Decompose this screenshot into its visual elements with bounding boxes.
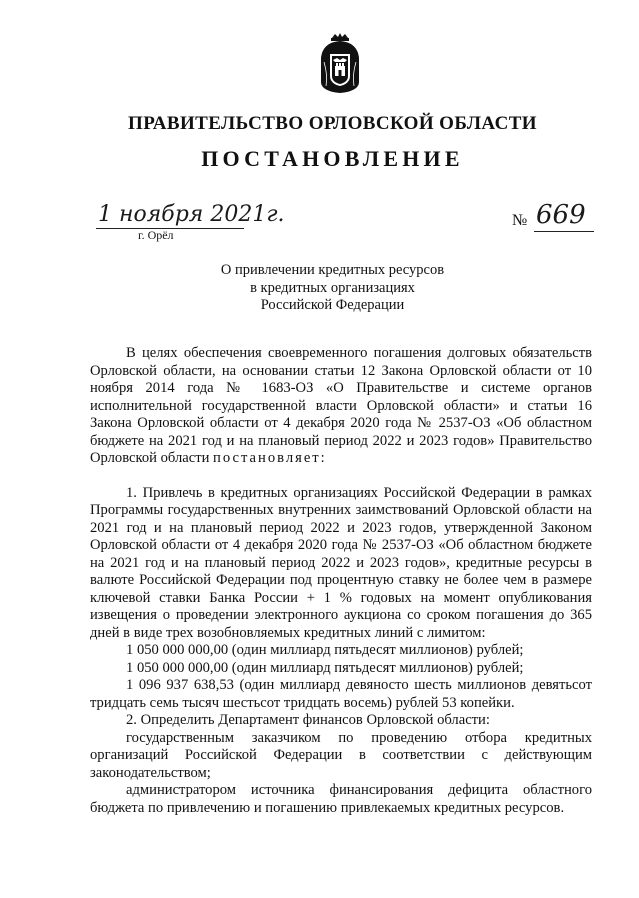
city-label: г. Орёл — [138, 228, 174, 242]
preamble-paragraph — [90, 345, 592, 468]
handwritten-number: 669 — [536, 200, 586, 230]
number-underline — [534, 231, 594, 232]
number-label: № — [512, 212, 528, 229]
government-title: ПРАВИТЕЛЬСТВО ОРЛОВСКОЙ ОБЛАСТИ — [128, 113, 537, 134]
handwritten-date: 1 ноября 2021г. — [98, 202, 285, 227]
subject-line: Российской Федерации — [260, 297, 405, 313]
preamble-text: В целях обеспечения своевременного погашения долговых обязательств Орловской области, на основании статьи 12 Закона Орловской области от 10 ноября 2014 года № 1683-ОЗ «О Правительстве и системе органов исполнительной государственной власти Орловской области» и статьи 16 Закона Орловской области от 4 декабря 2020 года № 2537-ОЗ «Об областном бюджете на 2021 год и на плановый период 2022 и 2023 годов» Правительство Орловской области — [90, 345, 592, 466]
credit-limit-1: 1 050 000 000,00 (один миллиард пятьдесят миллионов) рублей; — [126, 642, 524, 658]
coat-of-arms-icon — [318, 32, 362, 94]
item-1-paragraph: 1. Привлечь в кредитных организациях Российской Федерации в рамках Программы государственных внутренних заимствований Орловской области на 2021 год и на плановый период 2022 и 2023 годов, утвержденной Законом Орловской области от 4 декабря 2020 года № 2537-ОЗ «Об областном бюджете на 2021 год и на плановый период 2022 и 2023 годов», кредитные ресурсы в валюте Российской Федерации под процентную ставку не более чем в размере ключевой ставки Банка России + 1 % годовых на момент опубликования извещения о проведении электронного аукциона со сроком погашения до 365 дней в виде трех возобновляемых кредитных линий с лимитом: — [90, 484, 592, 641]
credit-limit-3: 1 096 937 638,53 (один миллиард девяносто шесть миллионов девятьсот тридцать семь тысяч шестьсот тридцать восемь) рублей 53 копейки. — [90, 677, 592, 711]
subject-line: О привлечении кредитных ресурсов — [220, 262, 445, 278]
item-2-paragraph: 2. Определить Департамент финансов Орловской области: — [126, 712, 490, 728]
resolution-verb: постановляет: — [213, 450, 327, 466]
subject-line: в кредитных организациях — [250, 279, 415, 296]
document-body — [90, 345, 592, 817]
credit-limit-2: 1 050 000 000,00 (один миллиард пятьдесят миллионов) рублей; — [126, 659, 524, 676]
document-subject — [0, 262, 639, 315]
item-2-role-administrator: администратором источника финансирования дефицита областного бюджета по привлечению и погашению привлекаемых кредитных ресурсов. — [90, 782, 592, 816]
item-2-role-customer: государственным заказчиком по проведению отбора кредитных организаций Российской Федерации в соответствии с действующим законодательством; — [90, 729, 592, 781]
document-type-title: ПОСТАНОВЛЕНИЕ — [201, 146, 464, 171]
